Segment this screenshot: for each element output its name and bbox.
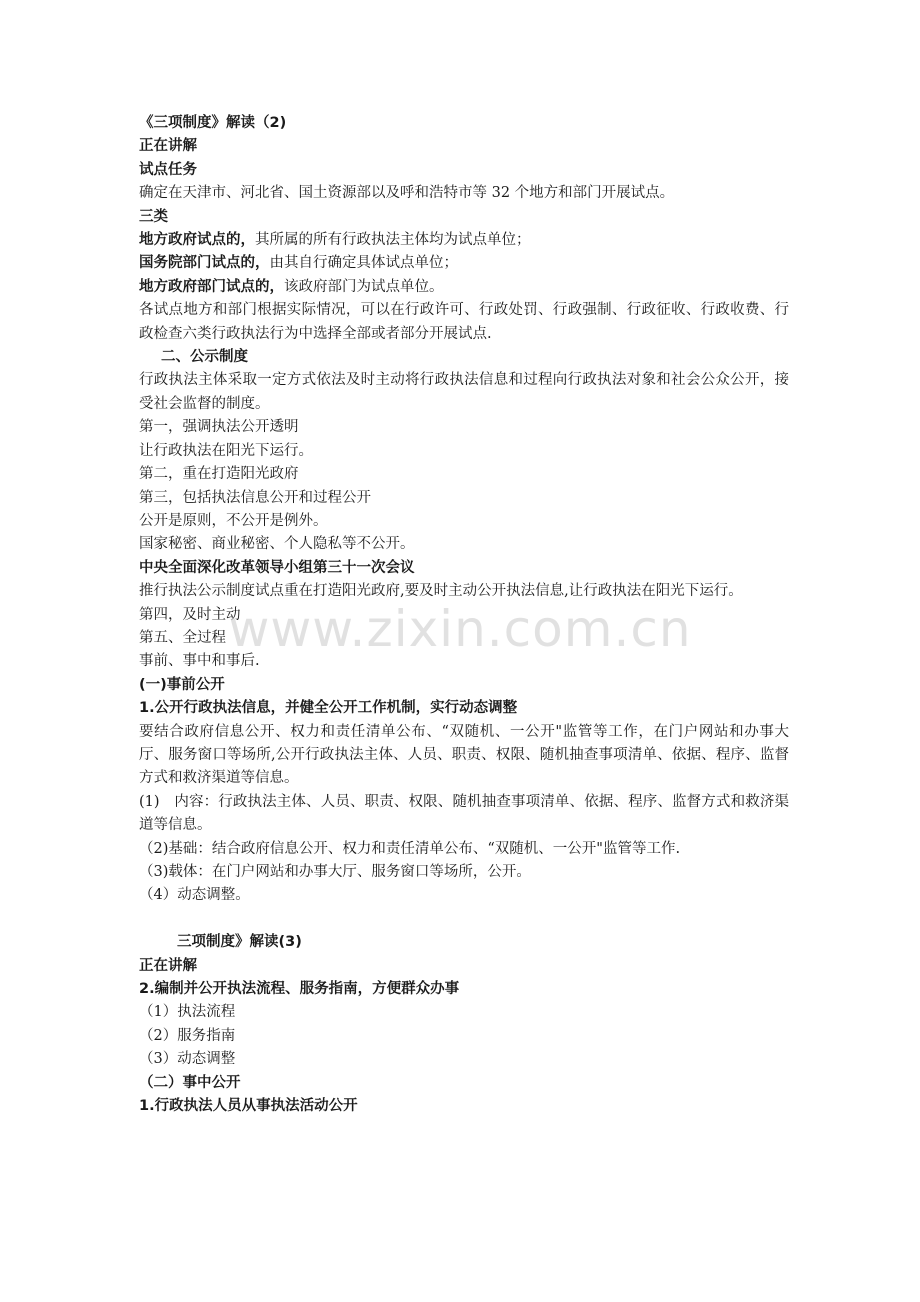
watermark: www.zixin.com.cn — [228, 600, 692, 658]
paragraph: （4）动态调整。 — [139, 887, 250, 904]
bold-lead: 国务院部门试点的， — [139, 255, 270, 272]
subheading: （二）事中公开 — [139, 1074, 241, 1091]
subheading: 2.编制并公开执法流程、服务指南，方便群众办事 — [139, 981, 460, 998]
paragraph: 第五、全过程 — [139, 629, 226, 646]
spacer — [139, 908, 789, 931]
paragraph — [139, 276, 789, 299]
paragraph: 推行执法公示制度试点重在打造阳光政府,要及时主动公开执法信息,让行政执法在阳光下运行。 — [139, 583, 743, 600]
paragraph: 行政执法主体采取一定方式依法及时主动将行政执法信息和过程向行政执法对象和社会公众公开，接受社会监督的制度。 — [139, 372, 789, 412]
paragraph: 国家秘密、商业秘密、个人隐私等不公开。 — [139, 536, 415, 553]
text: 该政府部门为试点单位。 — [284, 278, 444, 295]
paragraph: 事前、事中和事后. — [139, 653, 260, 670]
subheading: (一)事前公开 — [139, 676, 225, 693]
subheading: 中央全面深化改革领导小组第三十一次会议 — [139, 559, 415, 576]
paragraph: 各试点地方和部门根据实际情况，可以在行政许可、行政处罚、行政强制、行政征收、行政收费、行政检查六类行政执法行为中选择全部或者部分开展试点. — [139, 302, 789, 342]
text: 其所属的所有行政执法主体均为试点单位； — [255, 232, 531, 249]
paragraph: 公开是原则，不公开是例外。 — [139, 512, 328, 529]
text: 由其自行确定具体试点单位； — [269, 255, 458, 272]
section-heading: 二、公示制度 — [161, 349, 248, 366]
list-item: （3）动态调整 — [139, 1051, 236, 1068]
paragraph: 让行政执法在阳光下运行。 — [139, 442, 313, 459]
section-title: 三项制度》解读(3) — [177, 934, 302, 951]
paragraph: 第三，包括执法信息公开和过程公开 — [139, 489, 371, 506]
bold-lead: 地方政府试点的， — [139, 232, 255, 249]
bold-lead: 地方政府部门试点的， — [139, 278, 284, 295]
document-body — [139, 112, 789, 1118]
paragraph: 第一，强调执法公开透明 — [139, 419, 299, 436]
paragraph: （3)载体：在门户网站和办事大厅、服务窗口等场所，公开。 — [139, 864, 531, 880]
paragraph: 第二，重在打造阳光政府 — [139, 466, 299, 483]
paragraph — [139, 252, 789, 275]
subheading: 1.公开行政执法信息，并健全公开工作机制，实行动态调整 — [139, 700, 518, 717]
paragraph — [139, 229, 789, 252]
section-title: 《三项制度》解读（2) — [139, 115, 287, 131]
paragraph: 第四，及时主动 — [139, 606, 241, 623]
subheading: 正在讲解 — [139, 957, 197, 974]
list-item: （2）服务指南 — [139, 1027, 236, 1044]
subheading: 正在讲解 — [139, 138, 197, 155]
paragraph: 要结合政府信息公开、权力和责任清单公布、“双随机、一公开"监管等工作，在门户网站和办事大厅、服务窗口等场所,公开行政执法主体、人员、职责、权限、随机抽查事项清单、依据、程序、监督方式和救济渠道等信息。 — [139, 723, 789, 787]
subheading: 三类 — [139, 208, 168, 225]
paragraph: 确定在天津市、河北省、国土资源部以及呼和浩特市等 32 个地方和部门开展试点。 — [139, 185, 675, 202]
paragraph: （2)基础：结合政府信息公开、权力和责任清单公布、“双随机、一公开"监管等工作. — [139, 840, 681, 857]
subheading: 1.行政执法人员从事执法活动公开 — [139, 1098, 358, 1115]
list-item: （1）执法流程 — [139, 1004, 236, 1021]
subheading: 试点任务 — [139, 161, 197, 178]
paragraph: (1) 内容：行政执法主体、人员、职责、权限、随机抽查事项清单、依据、程序、监督方式和救济渠道等信息。 — [139, 793, 789, 834]
